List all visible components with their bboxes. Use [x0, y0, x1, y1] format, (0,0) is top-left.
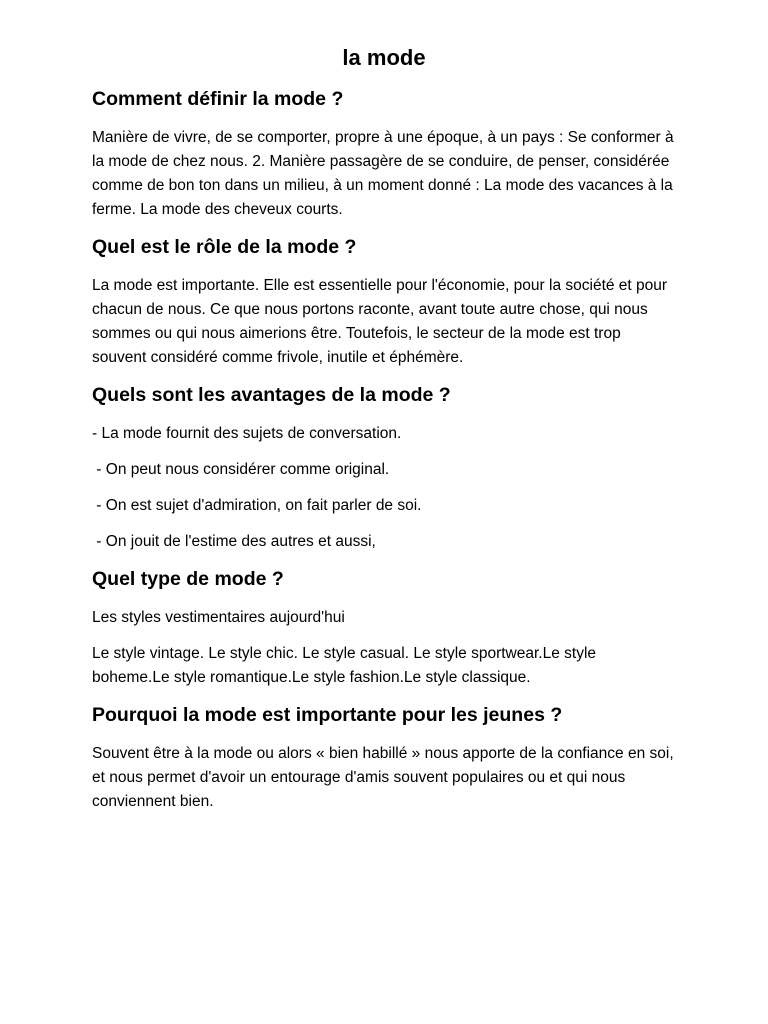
list-item: - On jouit de l'estime des autres et aussi,	[92, 533, 376, 550]
section-advantages	[92, 382, 676, 554]
section-heading: Pourquoi la mode est importante pour les jeunes ?	[92, 704, 563, 726]
list-item: - On est sujet d'admiration, on fait parler de soi.	[92, 497, 422, 514]
document-title: la mode	[342, 45, 426, 70]
section-heading: Quels sont les avantages de la mode ?	[92, 384, 451, 406]
section-definition	[92, 86, 676, 222]
list-item: - La mode fournit des sujets de conversation.	[92, 425, 402, 442]
paragraph: Le style vintage. Le style chic. Le style casual. Le style sportwear.Le style boheme.Le style romantique.Le style fashion.Le style classique.	[92, 645, 597, 686]
section-youth	[92, 702, 676, 814]
paragraph: Manière de vivre, de se comporter, propre à une époque, à un pays : Se conformer à la mode de chez nous. 2. Manière passagère de se conduire, de penser, considérée comme de bon ton dans un milieu, à un moment donné : La mode des vacances à la ferme. La mode des cheveux courts.	[92, 129, 674, 218]
paragraph: Les styles vestimentaires aujourd'hui	[92, 609, 345, 626]
section-role	[92, 234, 676, 370]
paragraph: La mode est importante. Elle est essentielle pour l'économie, pour la société et pour chacun de nous. Ce que nous portons raconte, avant toute autre chose, qui nous sommes ou qui nous aimerions être. Toutefois, le secteur de la mode est trop souvent considéré comme frivole, inutile et éphémère.	[92, 277, 668, 366]
section-heading: Comment définir la mode ?	[92, 88, 344, 110]
paragraph: Souvent être à la mode ou alors « bien habillé » nous apporte de la confiance en soi, et nous permet d'avoir un entourage d'amis souvent populaires ou et qui nous conviennent bien.	[92, 745, 674, 810]
section-heading: Quel est le rôle de la mode ?	[92, 236, 357, 258]
section-heading: Quel type de mode ?	[92, 568, 284, 590]
section-types	[92, 566, 676, 690]
list-item: - On peut nous considérer comme original.	[92, 461, 390, 478]
